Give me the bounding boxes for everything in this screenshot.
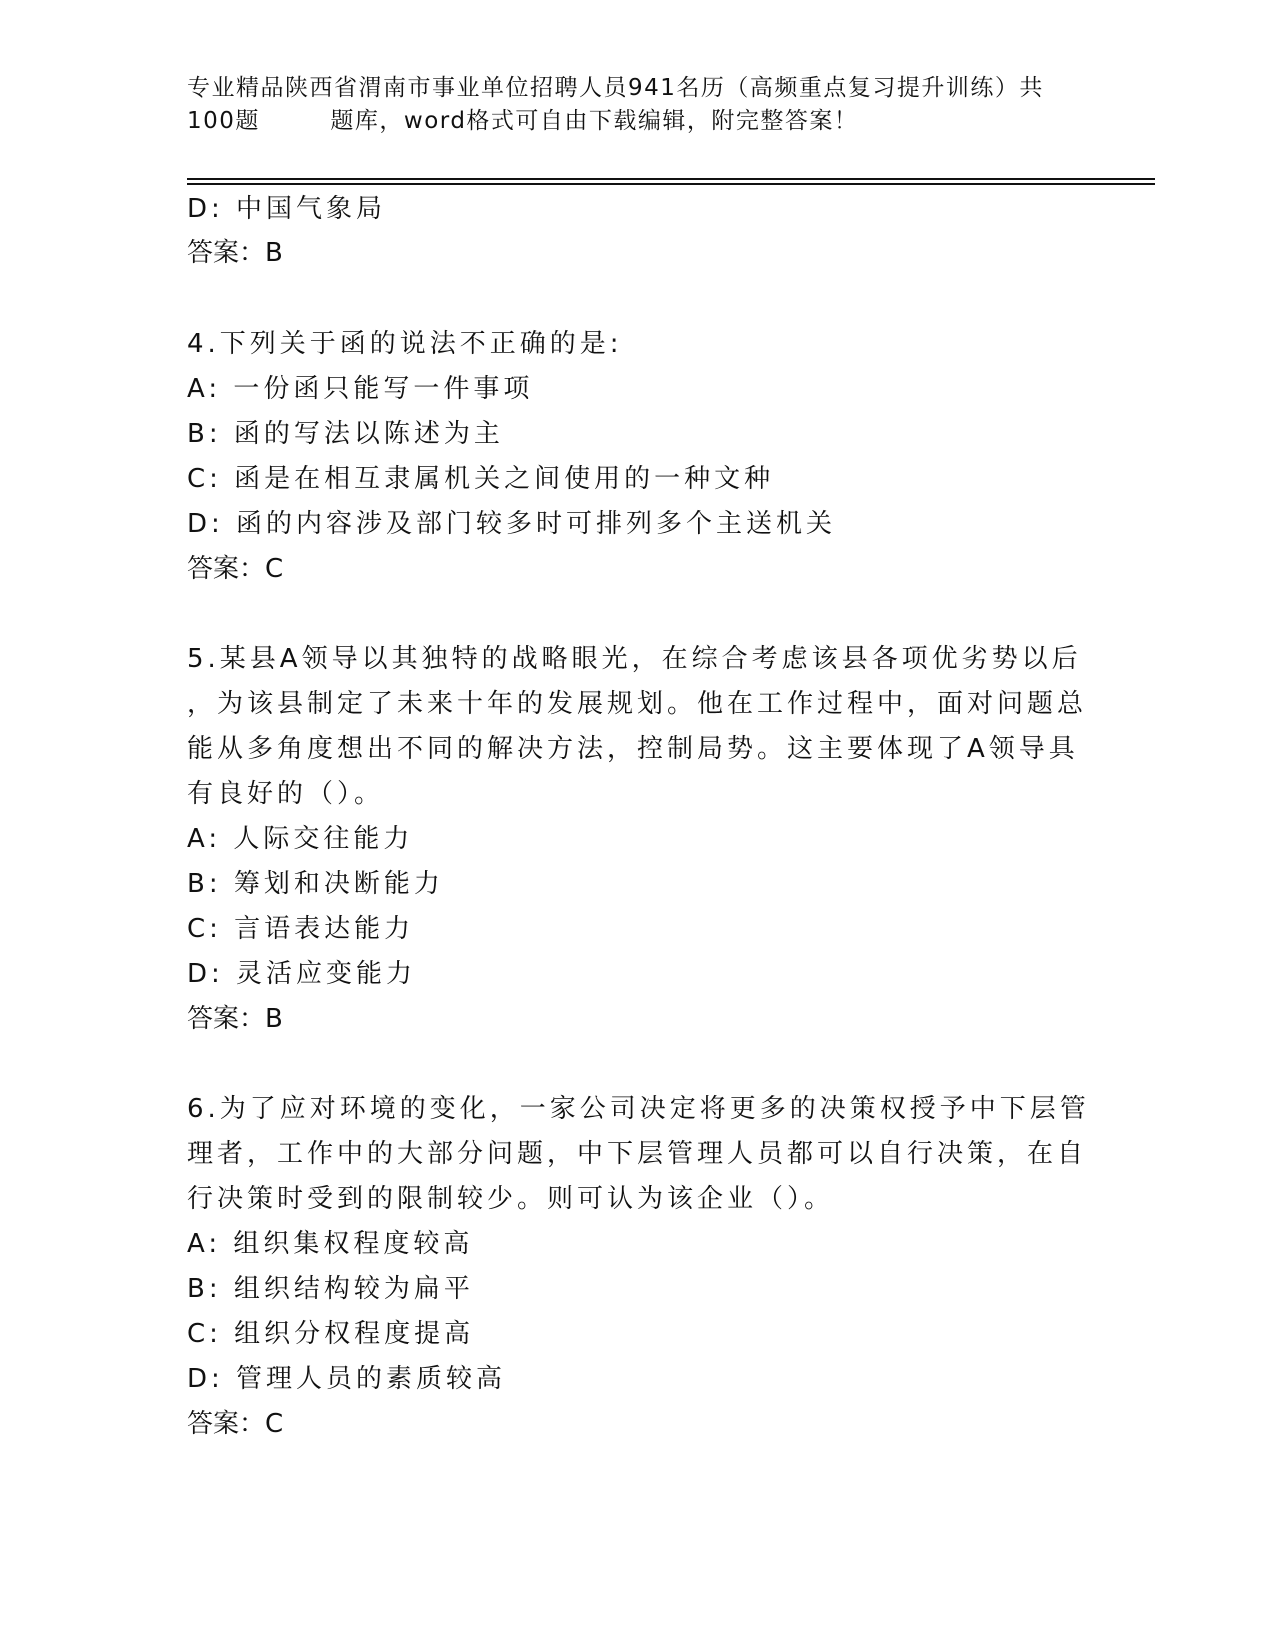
q4-option-c: C: 函是在相互隶属机关之间使用的一种文种	[187, 464, 775, 494]
q3-option-d: D: 中国气象局	[187, 194, 387, 224]
q4-option-b: B: 函的写法以陈述为主	[187, 419, 504, 449]
header-title-line-2: 100题 题库，word格式可自由下载编辑，附完整答案！	[187, 108, 859, 134]
q5-stem-line-3: 能从多角度想出不同的解决方法，控制局势。这主要体现了A领导具	[187, 734, 1079, 764]
q5-option-a: A: 人际交往能力	[187, 824, 414, 854]
q5-stem-line-4: 有良好的（）。	[187, 779, 385, 809]
q6-option-c: C: 组织分权程度提高	[187, 1319, 475, 1349]
q4-stem: 4.下列关于函的说法不正确的是:	[187, 329, 623, 359]
q6-option-a: A: 组织集权程度较高	[187, 1229, 474, 1259]
q5-stem-line-1: 5.某县A领导以其独特的战略眼光，在综合考虑该县各项优劣势以后	[187, 644, 1082, 674]
q5-stem-line-2: ，为该县制定了未来十年的发展规划。他在工作过程中，面对问题总	[187, 689, 1088, 719]
header-divider-bottom	[187, 183, 1155, 185]
q5-option-b: B: 筹划和决断能力	[187, 869, 444, 899]
q5-answer: 答案：B	[187, 1004, 283, 1034]
q4-answer: 答案：C	[187, 554, 284, 584]
q4-option-d: D: 函的内容涉及部门较多时可排列多个主送机关	[187, 509, 837, 539]
q5-option-c: C: 言语表达能力	[187, 914, 415, 944]
q6-stem-line-2: 理者，工作中的大部分问题，中下层管理人员都可以自行决策，在自	[187, 1139, 1088, 1169]
q6-option-b: B: 组织结构较为扁平	[187, 1274, 474, 1304]
q6-answer: 答案：C	[187, 1409, 284, 1439]
page-header	[187, 72, 1067, 138]
q6-stem-line-3: 行决策时受到的限制较少。则可认为该企业（）。	[187, 1184, 835, 1214]
q3-answer: 答案：B	[187, 238, 283, 268]
header-divider-top	[187, 178, 1155, 180]
header-title-line-1: 专业精品陕西省渭南市事业单位招聘人员941名历（高频重点复习提升训练）共	[187, 75, 1044, 101]
q5-option-d: D: 灵活应变能力	[187, 959, 417, 989]
q4-option-a: A: 一份函只能写一件事项	[187, 374, 534, 404]
q6-option-d: D: 管理人员的素质较高	[187, 1364, 507, 1394]
q6-stem-line-1: 6.为了应对环境的变化，一家公司决定将更多的决策权授予中下层管	[187, 1094, 1090, 1124]
